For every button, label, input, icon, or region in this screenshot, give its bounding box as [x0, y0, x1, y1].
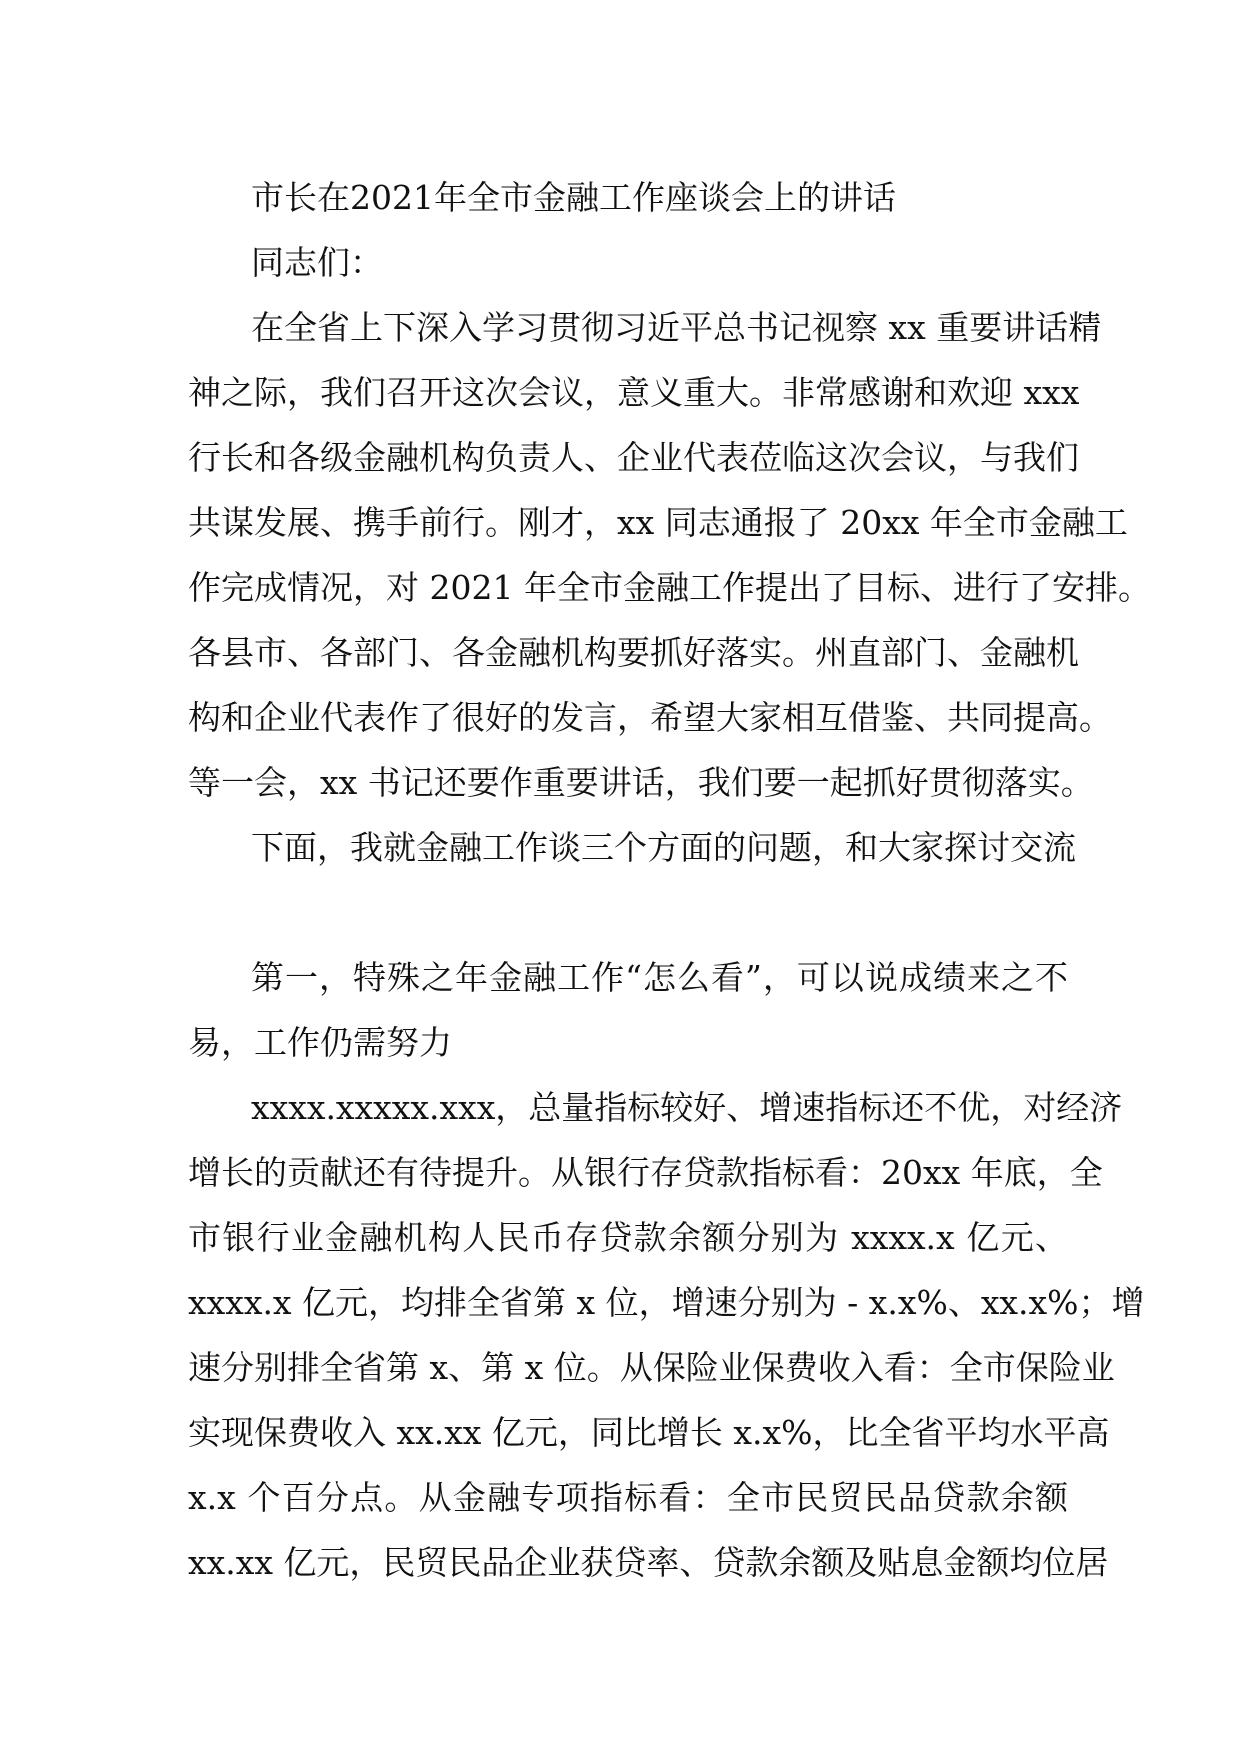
- document-title: 市长在2021年全市金融工作座谈会上的讲话: [251, 178, 896, 217]
- paragraph-line: 实现保费收入 xx.xx 亿元，同比增长 x.x%，比全省平均水平高: [188, 1413, 1110, 1452]
- paragraph-line: 作完成情况，对 2021 年全市金融工作提出了目标、进行了安排。: [188, 568, 1151, 607]
- paragraph-indicators: [188, 1075, 1145, 1595]
- paragraph-line: x.x 个百分点。从金融专项指标看：全市民贸民品贷款余额: [188, 1478, 1068, 1517]
- paragraph-line: xxxx.x 亿元，均排全省第 x 位，增速分别为 - x.x%、xx.x%；增: [188, 1283, 1145, 1322]
- paragraph-line: 等一会，xx 书记还要作重要讲话，我们要一起抓好贯彻落实。: [188, 763, 1094, 802]
- heading-line: 易，工作仍需努力: [188, 1023, 452, 1062]
- blank-line: [188, 880, 1068, 945]
- paragraph-line: 市银行业金融机构人民币存贷款余额分别为 xxxx.x 亿元、: [188, 1218, 1068, 1257]
- paragraph-line: 各县市、各部门、各金融机构要抓好落实。州直部门、金融机: [188, 633, 1079, 672]
- salutation: 同志们：: [251, 243, 383, 282]
- paragraph-line: 行长和各级金融机构负责人、企业代表莅临这次会议，与我们: [188, 438, 1079, 477]
- paragraph-line: 速分别排全省第 x、第 x 位。从保险业保费收入看：全市保险业: [188, 1348, 1115, 1387]
- paragraph-line: 构和企业代表作了很好的发言，希望大家相互借鉴、共同提高。: [188, 698, 1112, 737]
- paragraph-line: 共谋发展、携手前行。刚才，xx 同志通报了 20xx 年全市金融工: [188, 503, 1128, 542]
- paragraph-opening: [188, 295, 1151, 815]
- paragraph-line: xx.xx 亿元，民贸民品企业获贷率、贷款余额及贴息金额均位居: [188, 1543, 1109, 1582]
- paragraph-transition: 下面，我就金融工作谈三个方面的问题，和大家探讨交流: [251, 828, 1076, 867]
- paragraph-line: 神之际，我们召开这次会议，意义重大。非常感谢和欢迎 xxx: [188, 373, 1080, 412]
- paragraph-line: 增长的贡献还有待提升。从银行存贷款指标看：20xx 年底，全: [188, 1153, 1103, 1192]
- paragraph-line: 在全省上下深入学习贯彻习近平总书记视察 xx 重要讲话精: [251, 308, 1102, 347]
- section-heading-1: [188, 945, 1068, 1075]
- document-body: [188, 165, 1151, 1595]
- heading-line: 第一，特殊之年金融工作“怎么看”，可以说成绩来之不: [251, 958, 1068, 997]
- paragraph-line: xxxx.xxxxx.xxx，总量指标较好、增速指标还不优，对经济: [251, 1088, 1123, 1127]
